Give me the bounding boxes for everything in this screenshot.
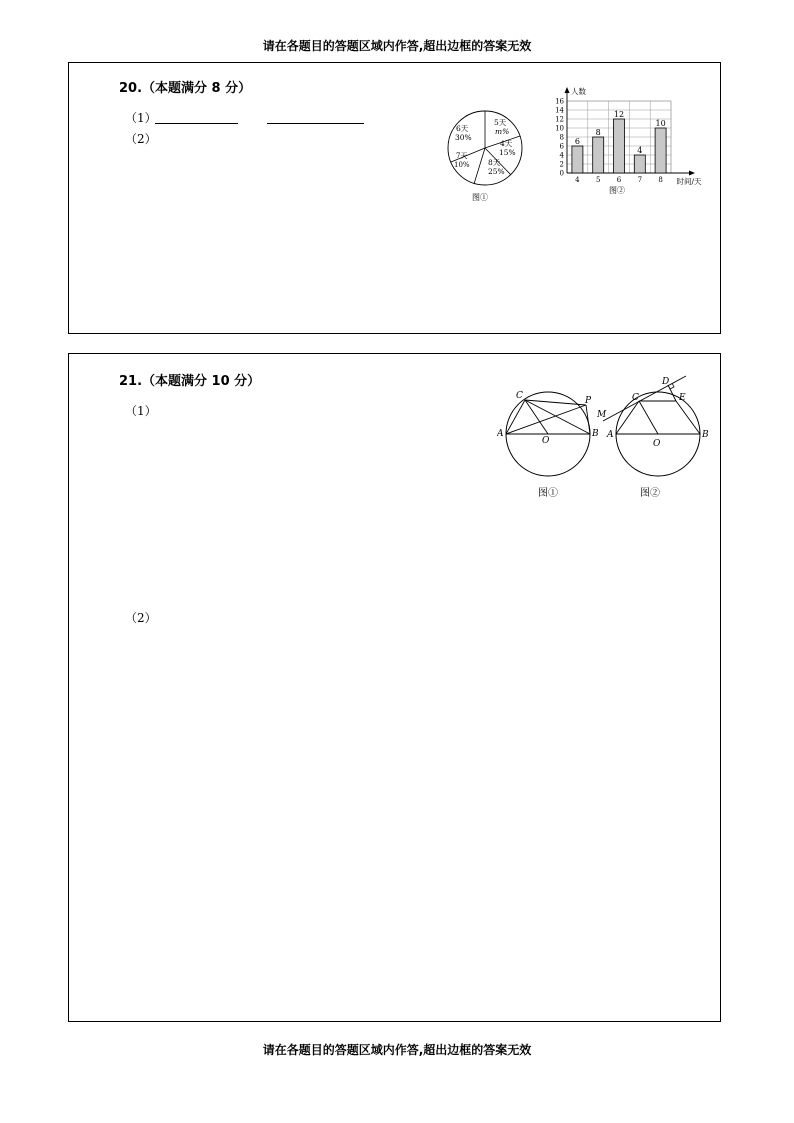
footer-notice: 请在各题目的答题区域内作答,超出边框的答案无效 [262, 1043, 532, 1057]
fig1-label-C: C [516, 391, 523, 401]
x-axis-arrow [689, 171, 695, 176]
bar-chart [547, 87, 715, 203]
x-tick-label: 5 [595, 176, 601, 184]
fig2-label-O: O [653, 439, 661, 449]
y-tick-label: 6 [559, 142, 564, 151]
fig2-tangent-line [603, 376, 686, 421]
pie-label-6d: 6天 [456, 124, 469, 133]
y-tick-label: 2 [559, 160, 564, 169]
bar [593, 137, 604, 173]
bar [614, 119, 625, 173]
fig1-chord [506, 400, 525, 434]
bar-caption: 图② [609, 186, 625, 195]
pie-value-4d: 15% [499, 148, 516, 157]
x-tick-label: 8 [658, 176, 663, 184]
bar [634, 155, 645, 173]
fig2-label-A: A [607, 430, 614, 440]
fig1-chord [586, 405, 590, 434]
fig1-caption: 图① [538, 488, 558, 499]
y-tick-label: 0 [559, 169, 564, 178]
q20-part1-label: （1） [125, 111, 157, 125]
q20-blank-1[interactable] [155, 123, 238, 124]
fig2-label-B: B [702, 430, 709, 440]
fig2-label-C: C [632, 393, 639, 403]
y-tick-label: 10 [555, 124, 564, 133]
pie-label-5d: 5天 [494, 118, 507, 127]
fig1-chord [525, 400, 586, 405]
q20-title: 20.（本题满分 8 分） [119, 81, 252, 96]
fig2-caption: 图② [640, 488, 660, 499]
x-tick-label: 6 [616, 176, 622, 184]
fig1-chord [525, 400, 590, 434]
pie-value-8d: 25% [488, 167, 505, 176]
q21-part1-label: （1） [125, 404, 157, 418]
y-axis-label: 人数 [571, 87, 586, 96]
bar-value-label: 4 [637, 146, 643, 155]
q21-title: 21.（本题满分 10 分） [119, 374, 261, 389]
x-tick-label: 7 [637, 176, 643, 184]
bar-value-label: 12 [613, 110, 625, 119]
q20-blank-2[interactable] [267, 123, 364, 124]
fig1-label-A: A [497, 429, 504, 439]
fig1-label-P: P [585, 396, 592, 406]
fig2-label-M: M [597, 410, 607, 420]
fig1-label-O: O [542, 436, 550, 446]
answer-box-q21 [68, 353, 721, 1022]
q21-part2-label: （2） [125, 611, 157, 625]
y-tick-label: 4 [559, 151, 564, 160]
q21-part1-answer-area[interactable] [109, 504, 709, 599]
bar-value-label: 8 [595, 128, 601, 137]
geometry-figure-2 [597, 374, 717, 500]
pie-value-6d: 30% [455, 133, 472, 142]
fig2-label-D: D [662, 377, 670, 387]
q20-answer-area[interactable] [109, 213, 709, 323]
y-tick-label: 8 [559, 133, 564, 142]
x-tick-label: 4 [575, 176, 580, 184]
fig2-label-E: E [679, 393, 686, 403]
fig1-label-B: B [592, 429, 599, 439]
pie-chart-figure [439, 109, 539, 205]
fig1-segment [525, 400, 548, 434]
answer-box-q20 [68, 62, 721, 334]
pie-label-8d: 8天 [488, 158, 501, 167]
y-tick-label: 12 [555, 115, 564, 124]
q20-part2-label: （2） [125, 132, 157, 146]
pie-value-5d: m% [495, 127, 510, 136]
pie-caption: 图① [472, 193, 488, 202]
x-axis-label: 时间/天 [676, 177, 702, 186]
y-tick-label: 16 [555, 97, 564, 106]
geometry-figure-1 [497, 388, 605, 500]
pie-label-7d: 7天 [456, 152, 468, 160]
q21-part2-answer-area[interactable] [109, 634, 709, 1004]
pie-value-7d: 10% [454, 161, 470, 169]
bar [655, 128, 666, 173]
bar [572, 146, 583, 173]
y-axis-arrow [565, 87, 570, 93]
y-tick-label: 14 [555, 106, 564, 115]
fig2-chord [639, 401, 658, 434]
header-notice: 请在各题目的答题区域内作答,超出边框的答案无效 [262, 39, 532, 53]
fig2-perpendicular [668, 385, 676, 401]
fig1-chord [506, 405, 586, 434]
bar-value-label: 6 [574, 137, 580, 146]
pie-label-4d: 4天 [500, 139, 513, 148]
bar-value-label: 10 [655, 119, 666, 128]
